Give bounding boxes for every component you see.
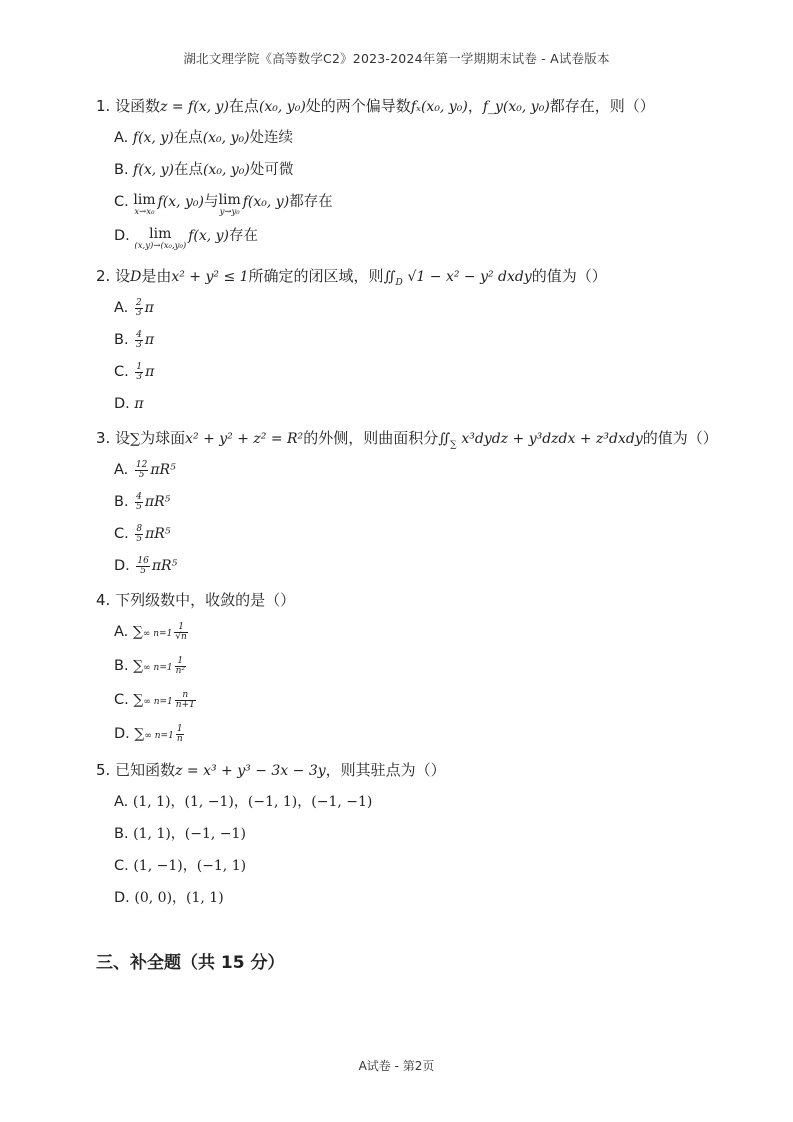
q1-text-5: 都存在，则（）: [549, 97, 655, 115]
q3-math-4: x³dydz + y³dzdx + z³dxdy: [461, 431, 643, 447]
question-4: [96, 590, 766, 746]
denominator: n: [176, 733, 183, 744]
option-text: 存在: [229, 228, 258, 244]
q1-option-d[interactable]: [96, 226, 766, 254]
q2-text-3: 所确定的闭区域，则: [248, 267, 384, 285]
numerator: 1: [176, 723, 183, 734]
q1-math-2: (x₀, y₀): [258, 99, 306, 115]
fraction: [135, 493, 143, 512]
denominator: 5: [136, 533, 143, 544]
option-math: f(x, y): [133, 162, 174, 178]
numerator: 1: [136, 361, 143, 372]
q3-text-3: 的外侧，则曲面积分: [303, 429, 439, 447]
denominator: 3: [136, 339, 142, 350]
q2-option-a[interactable]: [96, 298, 766, 318]
limit-subscript: y→y₀: [219, 207, 240, 217]
integral-subscript: D: [395, 278, 403, 288]
q2-option-c[interactable]: [96, 362, 766, 382]
q1-text-2: 在点: [228, 97, 259, 115]
question-5-stem: [96, 760, 766, 780]
numerator: 4: [136, 329, 142, 340]
q5-text-1: 5. 已知函数: [96, 761, 176, 779]
fraction: [135, 299, 143, 318]
option-math: π: [134, 396, 144, 412]
q2-math-2: x² + y² ≤ 1: [171, 269, 249, 285]
option-label: A.: [114, 130, 133, 146]
option-text: 处连续: [249, 130, 294, 146]
q1-option-c[interactable]: [96, 192, 766, 216]
option-label: C.: [114, 526, 134, 542]
sum-sign: ∑: [133, 692, 144, 708]
question-1-stem: [96, 96, 766, 116]
q2-text-4: 的值为（）: [531, 267, 607, 285]
denominator: 3: [136, 371, 143, 382]
fraction: [136, 557, 149, 576]
option-label: A.: [114, 794, 133, 810]
sum-range: ∞ n=1: [142, 629, 173, 639]
q1-option-a[interactable]: [96, 128, 766, 148]
numerator: n: [175, 691, 196, 701]
option-math: (x₀, y₀): [202, 162, 250, 178]
q5-option-c[interactable]: [96, 856, 766, 876]
q3-math-2: x² + y² + z² = R²: [185, 431, 304, 447]
limit-subscript: (x,y)→(x₀,y₀): [134, 241, 187, 251]
option-text: 处可微: [249, 162, 294, 178]
option-label: C.: [114, 692, 134, 708]
sum-sign: ∑: [134, 726, 145, 742]
page-header: 湖北文理学院《高等数学C2》2023-2024年第一学期期末试卷 - A试卷版本: [183, 51, 610, 66]
limit-word: lim: [218, 192, 241, 208]
option-math: f(x, y₀): [157, 194, 205, 210]
section-title: 三、补全题（共 15 分）: [96, 953, 285, 973]
option-label: A.: [114, 462, 133, 478]
q2-option-d[interactable]: [96, 394, 766, 414]
denominator: n+1: [175, 699, 195, 710]
option-text: 在点: [173, 130, 203, 146]
q4-option-a[interactable]: [96, 622, 766, 644]
sum-range: ∞ n=1: [144, 731, 174, 741]
sum-range: ∞ n=1: [143, 697, 173, 707]
option-label: B.: [114, 332, 134, 348]
page-footer: A试卷 - 第2页: [358, 1059, 435, 1073]
option-math: f(x, y): [188, 228, 229, 244]
numerator: 12: [135, 459, 148, 470]
q2-math-1: D: [130, 269, 142, 285]
question-list: [96, 96, 766, 908]
question-3: [96, 428, 766, 576]
option-label: D.: [114, 890, 135, 906]
option-text: 都存在: [289, 194, 333, 210]
option-label: D.: [114, 396, 135, 412]
q5-option-a[interactable]: [96, 792, 766, 812]
denominator: √n: [175, 631, 187, 642]
fraction: [135, 525, 143, 544]
fraction: [175, 691, 196, 710]
q2-math-4: √1 − x² − y² dxdy: [407, 269, 532, 285]
numerator: 1: [175, 657, 186, 667]
q1-math-4: f_y(x₀, y₀): [482, 99, 550, 115]
q2-option-b[interactable]: [96, 330, 766, 350]
question-1: [96, 96, 766, 254]
option-math: πR⁵: [144, 494, 171, 510]
question-2: [96, 266, 766, 414]
option-math: (0, 0)，(1, 1): [134, 890, 224, 906]
q3-option-b[interactable]: [96, 492, 766, 512]
sum-range: ∞ n=1: [143, 663, 173, 673]
q4-option-c[interactable]: [96, 690, 766, 712]
option-math: πR⁵: [145, 526, 171, 542]
q1-text-4: ，: [467, 97, 483, 115]
option-label: B.: [114, 826, 134, 842]
option-label: C.: [114, 364, 134, 380]
q4-option-d[interactable]: [96, 724, 766, 746]
denominator: 5: [136, 501, 142, 512]
q3-text-4: 的值为（）: [642, 429, 718, 447]
q1-option-b[interactable]: [96, 160, 766, 180]
q1-math-3: fₓ(x₀, y₀): [410, 99, 468, 115]
option-math: π: [144, 332, 155, 348]
fraction: [135, 363, 143, 382]
limit-operator: [219, 192, 241, 217]
option-label: B.: [114, 658, 134, 674]
limit-word: lim: [149, 226, 172, 242]
q5-option-b[interactable]: [96, 824, 766, 844]
question-3-stem: [96, 428, 766, 448]
question-5: [96, 760, 766, 908]
option-label: D.: [114, 228, 135, 244]
numerator: 16: [137, 555, 149, 566]
question-2-stem: [96, 266, 766, 286]
q3-option-d[interactable]: [96, 556, 766, 576]
fraction: [176, 725, 184, 744]
sum-sign: ∑: [133, 658, 144, 674]
limit-operator: [133, 192, 155, 217]
double-integral-sign: ∬: [383, 269, 396, 285]
q1-text-3: 处的两个偏导数: [305, 97, 411, 115]
q3-math-1: ∑: [130, 431, 141, 447]
option-math: (x₀, y₀): [202, 130, 250, 146]
numerator: 4: [136, 491, 142, 502]
double-integral-sign: ∬: [438, 431, 451, 447]
fraction: [135, 331, 143, 350]
option-math: f(x₀, y): [242, 194, 290, 210]
denominator: 3: [135, 307, 142, 318]
q3-text-1: 3. 设: [96, 429, 131, 447]
option-label: B.: [114, 494, 134, 510]
fraction: [174, 623, 188, 642]
limit-subscript: x→x₀: [134, 207, 155, 217]
option-math: (1, 1)，(1, −1)，(−1, 1)，(−1, −1): [132, 794, 373, 810]
option-math: (1, −1)，(−1, 1): [133, 858, 247, 874]
question-4-stem: 4. 下列级数中，收敛的是（）: [96, 591, 296, 609]
q3-option-a[interactable]: [96, 460, 766, 480]
numerator: 1: [174, 623, 188, 633]
q3-option-c[interactable]: [96, 524, 766, 544]
limit-operator: [134, 226, 186, 251]
q5-math-1: z = x³ + y³ − 3x − 3y: [175, 763, 326, 779]
limit-word: lim: [133, 192, 156, 208]
option-label: A.: [114, 300, 133, 316]
denominator: 5: [138, 469, 145, 480]
q5-text-2: ，则其驻点为（）: [325, 761, 446, 779]
option-label: D.: [114, 558, 135, 574]
option-math: πR⁵: [151, 558, 178, 574]
q2-text-1: 2. 设: [96, 267, 131, 285]
q1-math-1: z = f(x, y): [160, 99, 229, 115]
integral-subscript: ∑: [450, 440, 457, 450]
option-text: 在点: [173, 162, 203, 178]
option-label: C.: [114, 858, 134, 874]
option-math: π: [144, 300, 154, 316]
numerator: 8: [136, 523, 143, 534]
q1-text-1: 1. 设函数: [96, 97, 161, 115]
option-text: 与: [204, 194, 219, 210]
option-label: C.: [114, 194, 134, 210]
q4-option-b[interactable]: [96, 656, 766, 678]
denominator: n²: [175, 665, 185, 676]
q3-text-2: 为球面: [140, 429, 186, 447]
option-math: f(x, y): [132, 130, 174, 146]
numerator: 2: [135, 297, 142, 308]
option-label: D.: [114, 726, 135, 742]
fraction: [175, 657, 186, 676]
fraction: [135, 461, 148, 480]
sum-sign: ∑: [132, 624, 143, 640]
denominator: 5: [140, 565, 146, 576]
option-math: π: [145, 364, 155, 380]
option-math: πR⁵: [150, 462, 176, 478]
option-math: (1, 1)，(−1, −1): [133, 826, 246, 842]
q2-text-2: 是由: [141, 267, 172, 285]
option-label: B.: [114, 162, 134, 178]
q5-option-d[interactable]: [96, 888, 766, 908]
option-label: A.: [114, 624, 133, 640]
